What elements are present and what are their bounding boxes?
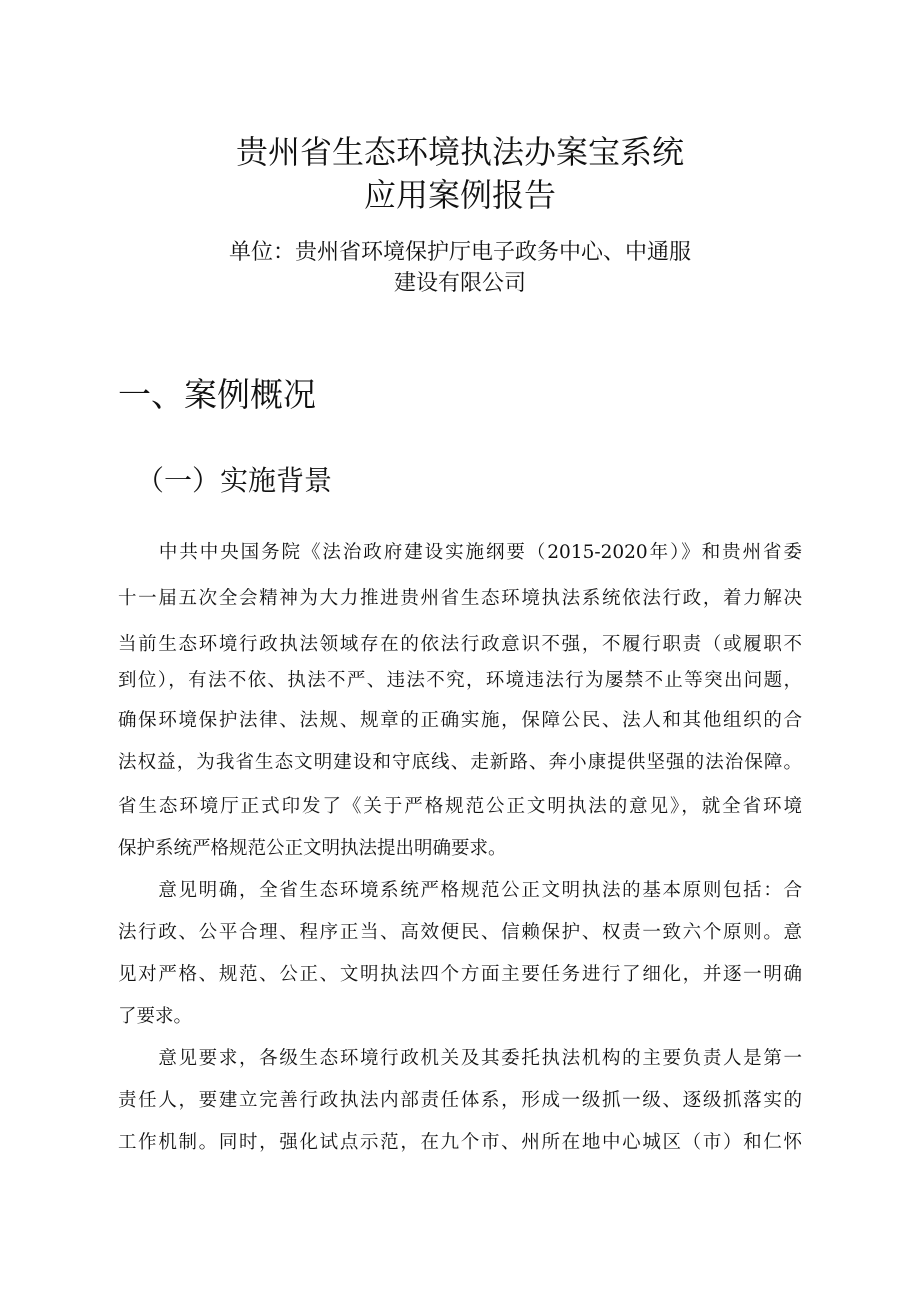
body-line: 法行政、公平合理、程序正当、高效便民、信赖保护、权责一致六个原则。意 [118, 922, 802, 943]
body-line: 工作机制。同时，强化试点示范，在九个市、州所在地中心城区（市）和仁怀 [118, 1132, 802, 1153]
report-title-line-2: 应用案例报告 [363, 176, 556, 214]
body-line: 意见要求，各级生态环境行政机关及其委托执法机构的主要负责人是第一 [118, 1048, 802, 1069]
body-line: 见对严格、规范、公正、文明执法四个方面主要任务进行了细化，并逐一明确 [118, 964, 802, 985]
body-line: 责任人，要建立完善行政执法内部责任体系，形成一级抓一级、逐级抓落实的 [118, 1090, 802, 1111]
body-line: 保护系统严格规范公正文明执法提出明确要求。 [118, 838, 507, 859]
body-line: 确保环境保护法律、法规、规章的正确实施，保障公民、法人和其他组织的合 [118, 710, 802, 731]
body-line: 了要求。 [118, 1006, 193, 1027]
body-line: 意见明确，全省生态环境系统严格规范公正文明执法的基本原则包括：合 [118, 880, 802, 901]
body-line: 到位），有法不依、执法不严、违法不究，环境违法行为屡禁不止等突出问题， [118, 670, 802, 691]
body-line: 省生态环境厅正式印发了《关于严格规范公正文明执法的意见》，就全省环境 [118, 796, 802, 817]
report-title-line-1: 贵州省生态环境执法办案宝系统 [235, 133, 684, 171]
body-line: 十一届五次全会精神为大力推进贵州省生态环境执法系统依法行政，着力解决 [118, 588, 802, 609]
body-line: 法权益，为我省生态文明建设和守底线、走新路、奔小康提供坚强的法治保障。 [118, 752, 802, 773]
subsection-heading: （一）实施背景 [136, 464, 333, 497]
unit-line-1: 单位：贵州省环境保护厅电子政务中心、中通服 [228, 240, 691, 265]
unit-line-2: 建设有限公司 [393, 271, 526, 296]
section-heading: 一、案例概况 [118, 375, 316, 414]
body-line: 中共中央国务院《法治政府建设实施纲要（2015-2020年）》和贵州省委 [118, 542, 802, 563]
body-line: 当前生态环境行政执法领域存在的依法行政意识不强，不履行职责（或履职不 [118, 634, 802, 655]
